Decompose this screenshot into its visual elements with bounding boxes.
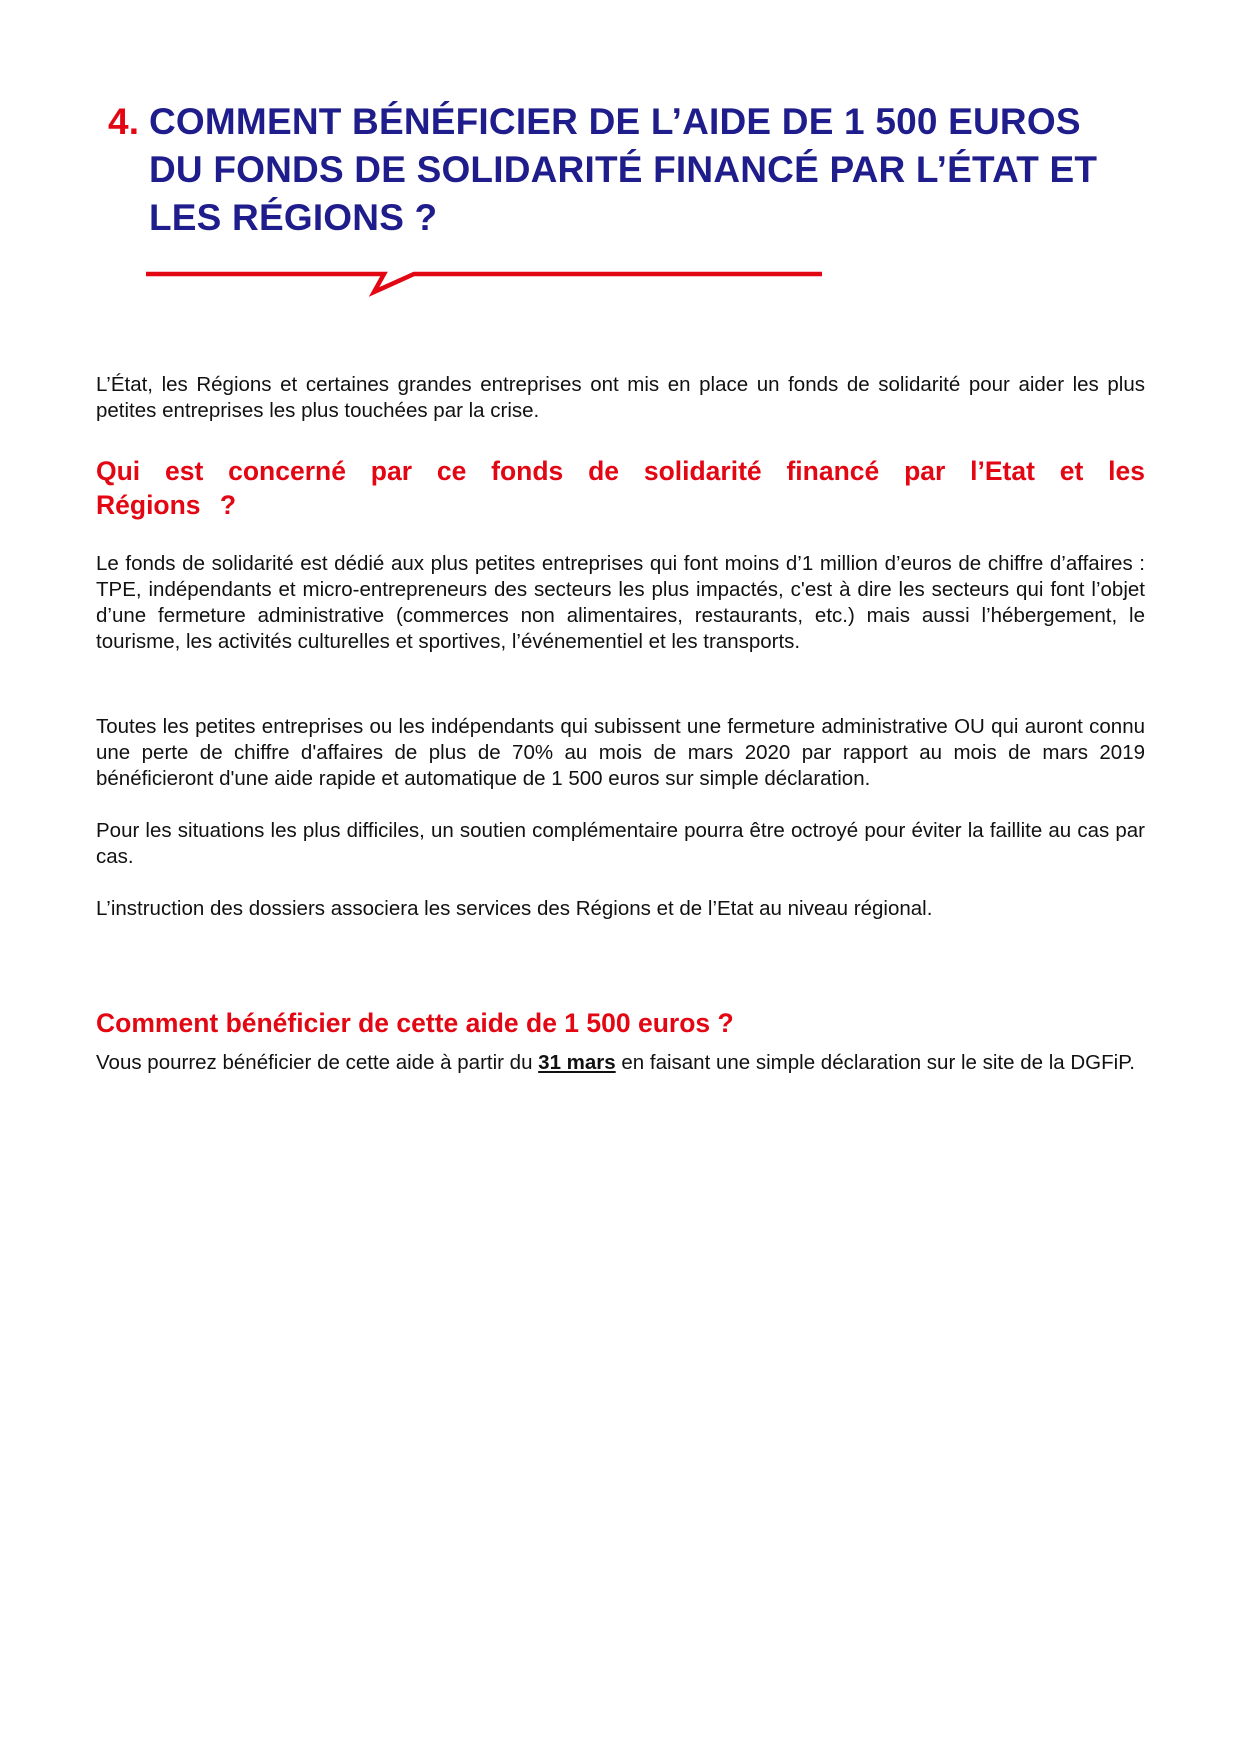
section1-paragraph-1: Le fonds de solidarité est dédié aux plus petites entreprises qui font moins d’1 million d’euros de chiffre d’affaires : TPE, indépendants et micro-entrepreneurs des secteurs les plus impactés, c'est à dire les secteurs qui font l’objet d’une fermeture administrative (commerces non alimentaires, restaurants, etc.) mais aussi l’hébergement, le tourisme, les activités culturelles et sportives, l’événementiel et les transports. (96, 552, 1145, 653)
section1-paragraph-2: Toutes les petites entreprises ou les indépendants qui subissent une fermeture administrative OU qui auront connu une perte de chiffre d'affaires de plus de 70% au mois de mars 2020 par rapport au mois de mars 2019 bénéficieront d'une aide rapide et automatique de 1 500 euros sur simple déclaration. (96, 715, 1145, 790)
section2-text-after: en faisant une simple déclaration sur le site de la DGFiP. (615, 1051, 1135, 1074)
red-divider-line (146, 262, 822, 298)
section-heading-how: Comment bénéficier de cette aide de 1 500 euros ? (96, 1008, 734, 1038)
section2-paragraph (96, 1050, 1145, 1076)
section-heading-who: Qui est concerné par ce fonds de solidarité financé par l’Etat et les Régions ? (96, 456, 1145, 520)
section1-paragraph-4: L’instruction des dossiers associera les services des Régions et de l’Etat au niveau régional. (96, 897, 933, 920)
date-31-mars: 31 mars (538, 1051, 616, 1074)
heading-number: 4. (108, 101, 140, 142)
section1-paragraph-3: Pour les situations les plus difficiles, un soutien complémentaire pourra être octroyé pour éviter la faillite au cas par cas. (96, 819, 1145, 868)
intro-paragraph: L’État, les Régions et certaines grandes entreprises ont mis en place un fonds de solidarité pour aider les plus petites entreprises les plus touchées par la crise. (96, 373, 1145, 422)
section2-text-before: Vous pourrez bénéficier de cette aide à partir du (96, 1051, 539, 1074)
main-heading (108, 98, 1108, 242)
heading-title: COMMENT BÉNÉFICIER DE L’AIDE DE 1 500 EUROS DU FONDS DE SOLIDARITÉ FINANCÉ PAR L’ÉTAT ET LES RÉGIONS ? (149, 101, 1098, 238)
